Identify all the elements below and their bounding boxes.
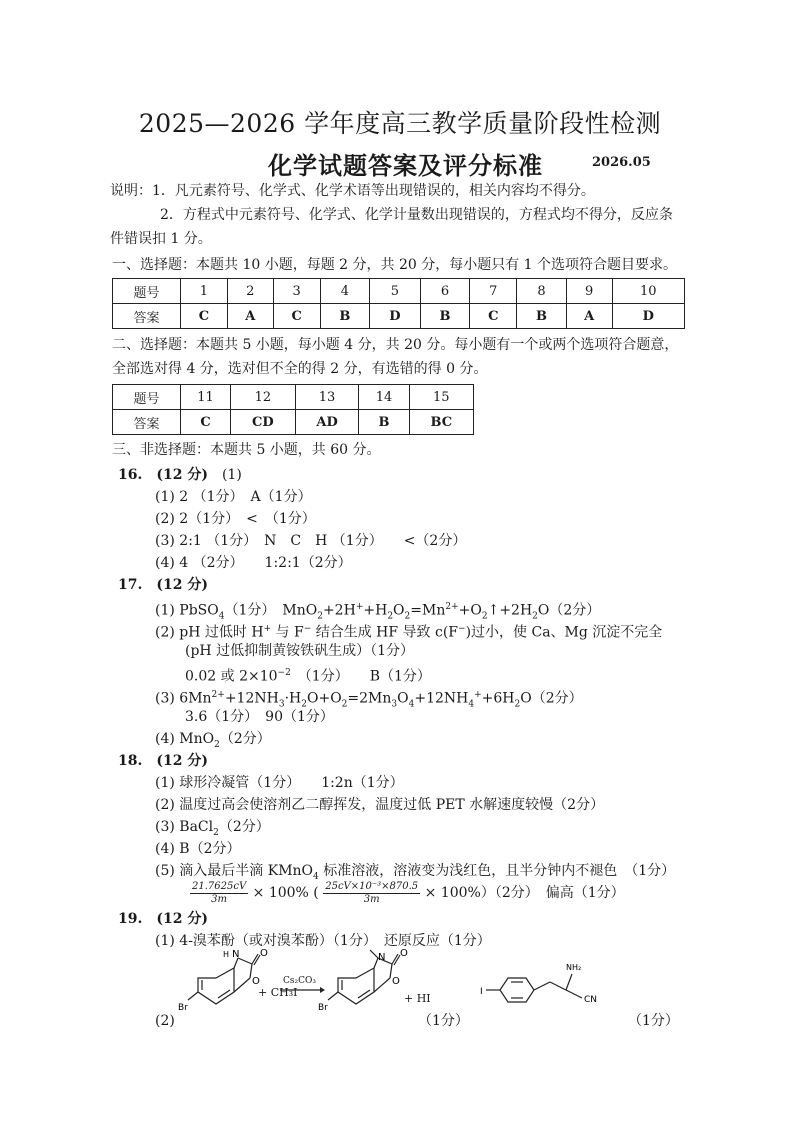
answer-cell: B — [420, 304, 470, 329]
q18-part2: (2) 温度过高会使溶剂乙二醇挥发，温度过低 PET 水解速度较慢（2分） — [155, 797, 605, 813]
question-number: 13 — [295, 385, 359, 410]
section1-heading: 一、选择题：本题共 10 小题，每题 2 分，共 20 分，每小题只有 1 个选项符合题目要求。 — [112, 257, 678, 273]
page-title: 2025—2026 学年度高三教学质量阶段性检测 — [138, 109, 662, 138]
q18-part5: (5) 滴入最后半滴 KMnO$_4$ 标准溶液，溶液变为浅红色，且半分钟内不褪色 （1分） — [155, 863, 676, 882]
question-number: 1 — [181, 279, 228, 304]
answer-cell: B — [320, 304, 370, 329]
note-line-1: 说明：1．凡元素符号、化学式、化学术语等出现错误的，相关内容均不得分。 — [110, 183, 595, 199]
question-number: 7 — [470, 279, 517, 304]
fraction-1: $\frac{21.7625cV}{3m}$ — [192, 880, 247, 905]
note-line-2: 2．方程式中元素符号、化学式、化学计量数出现错误的，方程式均不得分，反应条 — [160, 207, 673, 223]
n-atom-label: N — [232, 949, 240, 960]
page-subtitle: 化学试题答案及评分标准 — [268, 151, 543, 180]
answer-cell: C — [181, 410, 231, 435]
product-structure — [318, 948, 413, 1028]
answer-cell: C — [470, 304, 517, 329]
question-number: 5 — [370, 279, 421, 304]
q18-title: 18. (12 分) — [118, 753, 208, 769]
table-header-cell: 题号 — [113, 385, 181, 410]
question-number: 14 — [359, 385, 409, 410]
question-number: 6 — [420, 279, 470, 304]
question-number: 4 — [320, 279, 370, 304]
q16-part4: (4) 4 （2分） 1:2:1（2分） — [155, 555, 352, 571]
q19-title: 19. (12 分) — [118, 911, 208, 927]
answer-cell: CD — [231, 410, 296, 435]
q18-formula: $\frac{21.7625cV}{3m}$ × 100% ( $\frac{\text{25cV×10⁻³×870.5}}{3m}$ × 100%）（2分） 偏高（1分） — [192, 880, 625, 905]
table-row — [113, 304, 685, 329]
methyl-bond — [370, 950, 378, 958]
table-row — [113, 279, 685, 304]
product-hi: + HI — [404, 992, 431, 1005]
question-number: 3 — [273, 279, 320, 304]
q17-part2-note: (pH 过低抑制黄铵铁矾生成）（1分） — [185, 643, 414, 659]
question-number: 2 — [227, 279, 273, 304]
reagent-label: Cs₂CO₃ — [283, 976, 316, 986]
question-number: 9 — [566, 279, 612, 304]
h-atom-label: H — [223, 950, 230, 959]
q16-title: 16. (12 分) (1) — [118, 467, 242, 483]
q17-title: 17. (12 分) — [118, 577, 208, 593]
br-atom-label: Br — [178, 1003, 188, 1013]
reactant-methyl-iodide: + CH₃I — [258, 986, 298, 999]
answer-cell: AD — [295, 410, 359, 435]
table-header-cell: 答案 — [113, 410, 181, 435]
q16-part2: (2) 2（1分） < （1分） — [155, 511, 316, 527]
q18-part3: (3) BaCl$_2$（2分） — [155, 819, 270, 838]
score-product: （1分） — [418, 1013, 469, 1029]
q19-part2-label: (2) — [155, 1013, 175, 1029]
carbonyl-o-label: O — [260, 948, 268, 959]
q18-part1: (1) 球形冷凝管（1分） 1:2n（1分） — [155, 775, 404, 791]
q17-part3: (3) $6Mn^{2+}+12NH_3\cdot H_2O+O_2=2Mn_3O_4+12NH_4^++6H_2O(2$分） — [155, 690, 583, 710]
n-atom-label: N — [378, 952, 386, 963]
q17-part2-answer: 0.02 或 $2\times 10^{-2}$ （1分） B（1分） — [185, 668, 431, 685]
answer-cell: D — [612, 304, 684, 329]
question-number: 11 — [181, 385, 231, 410]
note-line-3: 件错误扣 1 分。 — [110, 231, 212, 247]
q18-part4: (4) B（2分） — [155, 841, 241, 857]
table-header-cell: 题号 — [113, 279, 181, 304]
answer-cell: A — [227, 304, 273, 329]
question-number: 12 — [231, 385, 296, 410]
answer-cell: D — [370, 304, 421, 329]
q17-part3-answer: 3.6（1分） 90（1分） — [185, 709, 334, 725]
answer-cell: BC — [409, 410, 473, 435]
carbonyl-o-label: O — [400, 948, 408, 959]
answer-cell: A — [566, 304, 612, 329]
q19-part1: (1) 4-溴苯酚（或对溴苯酚）（1分） 还原反应（1分） — [155, 933, 491, 949]
exam-date: 2026.05 — [592, 155, 651, 170]
q16-part3: (3) 2:1 （1分） N C H （1分） <（2分） — [155, 533, 467, 549]
question-number: 15 — [409, 385, 473, 410]
answer-cell: C — [273, 304, 320, 329]
q16-part1: (1) 2 （1分） A（1分） — [155, 489, 312, 505]
score-structure: （1分） — [628, 1013, 679, 1029]
table-row — [113, 385, 474, 410]
table-header-cell: 答案 — [113, 304, 181, 329]
q17-part2: (2) pH 过低时 H+ 与 F− 结合生成 HF 导致 c(F−)过小，使 Ca、Mg 沉淀不完全 — [155, 624, 663, 641]
question-number: 8 — [517, 279, 567, 304]
q17-part1: (1) PbSO$_4$（1分） $MnO_2+2H^++H_2O_2=Mn^{2+}+O_2↑+2H_2O(2$分） — [155, 602, 601, 622]
answer-cell: B — [359, 410, 409, 435]
question-number: 10 — [612, 279, 684, 304]
benzene-ring — [198, 968, 234, 1004]
fraction-2: $\frac{\text{25cV×10⁻³×870.5}}{3m}$ — [325, 880, 419, 905]
br-atom-label: Br — [318, 1003, 328, 1013]
ring-o-label: O — [392, 976, 400, 987]
ring-o-label: O — [252, 976, 260, 987]
section2-heading-1: 二、选择题：本题共 5 小题，每小题 4 分，共 20 分。每小题有一个或两个选项符合题意， — [112, 337, 679, 353]
section2-answer-table — [112, 384, 474, 435]
i-atom-label: I — [480, 987, 483, 997]
q17-part4: (4) MnO$_2$（2分） — [155, 731, 271, 750]
answer-cell: B — [517, 304, 567, 329]
answer-cell: C — [181, 304, 228, 329]
table-row — [113, 410, 474, 435]
cn-label: CN — [584, 995, 598, 1005]
section2-heading-2: 全部选对得 4 分，选对但不全的得 2 分，有选错的得 0 分。 — [112, 361, 488, 377]
nh2-label: NH₂ — [566, 963, 582, 972]
section3-heading: 三、非选择题：本题共 5 小题，共 60 分。 — [112, 442, 381, 458]
aminonitrile-structure — [478, 958, 628, 1018]
section1-answer-table — [112, 278, 685, 329]
